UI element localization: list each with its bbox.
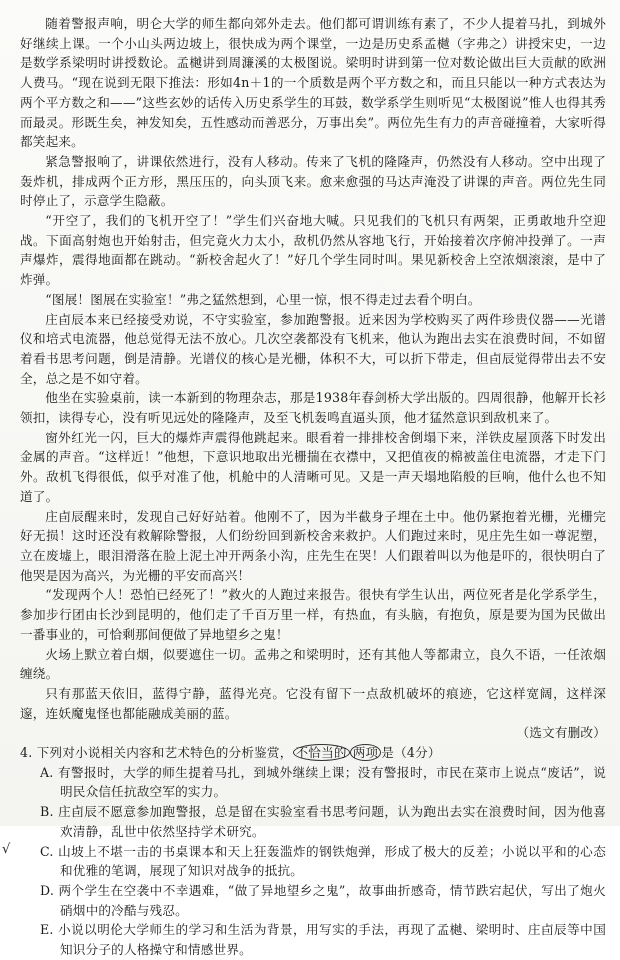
paragraph-4: “图展！图展在实验室！”弗之猛然想到，心里一惊，恨不得走过去看个明白。 bbox=[45, 291, 481, 307]
reading-passage bbox=[2, 14, 606, 960]
paragraph-9: “发现两个人！恐怕已经死了！”救火的人跑过来报告。很快有学生认出，两位死者是化学系学生，参加步行团由长沙到昆明的，他们走了千百万里一样，有热血，有头脑，有抱负，原是要为国为民做出一番事业的，可恰剩那间便做了异地望乡之鬼！ bbox=[20, 587, 606, 642]
source-note: （选文有删改） bbox=[516, 725, 606, 741]
option-e-text: 小说以明伦大学师生的学习和生活为背景，用写实的手法，再现了孟樾、梁明时、庄卣辰等中国知识分子的人格操守和情感世界。 bbox=[58, 922, 606, 958]
paragraph-7: 窗外红光一闪，巨大的爆炸声震得他跳起来。眼看着一排排校舍倒塌下来，洋铁皮屋顶落下时发出金属的声音。“这样近！”他想，下意识地取出光栅揣在衣襟中，又把值夜的棉被盖住电流器，才走下门外。敌机飞得很低，似乎对准了他，机舱中的人清晰可见。又是一声天塌地陷般的巨响，他什么也不知道了。 bbox=[20, 429, 606, 504]
paragraph-11 bbox=[20, 684, 606, 743]
question-number: 4. bbox=[20, 745, 33, 761]
option-d-label: D. bbox=[40, 882, 55, 898]
paragraph-10: 火场上默立着白烟，似要遮住一切。孟弗之和梁明时，还有其他人等都肃立，良久不语，一任浓烟缠绕。 bbox=[20, 646, 606, 682]
option-e[interactable] bbox=[20, 920, 606, 959]
paragraph-1: 随着警报声响，明仑大学的师生都向郊外走去。他们都可谓训练有素了，不少人提着马扎，到城外好继续上课。一个小山头两边坡上，很快成为两个课堂，一边是历史系孟樾（字弗之）讲授宋史，一边是数学系梁明时讲授数论。孟樾讲到周濂溪的太极图说。梁明时讲到第一位对数论做出巨大贡献的欧洲人费马。“现在说到无限下推法：形如4n＋1的一个质数是两个平方数之和，而且只能以一种方式表达为两个平方数之和——”这些玄妙的话传入历史系学生的耳鼓，数学系学生则听见“太极图说”惟人也得其秀而最灵。形既生矣，神发知矣，五性感动而善恶分，万事出矣”。两位先生有力的声音碰撞着，大家听得都笑起来。 bbox=[20, 16, 606, 150]
option-d-text: 两个学生在空袭中不幸遇难，“做了异地望乡之鬼”，故事曲折感奇，情节跌宕起伏，写出了炮火硝烟中的冷酷与残忍。 bbox=[58, 882, 606, 918]
paragraph-6: 他坐在实验桌前，读一本新到的物理杂志，那是1938年春剑桥大学出版的。四周很静，他解开长衫领扣，读得专心，没有听见远处的隆隆声，及至飞机轰鸣直逼头顶，他才猛然意识到敌机来了。 bbox=[20, 390, 606, 426]
option-d[interactable] bbox=[20, 881, 606, 920]
paragraph-2: 紧急警报响了，讲课依然进行，没有人移动。传来了飞机的隆隆声，仍然没有人移动。空中出现了轰炸机，排成两个正方形，黑压压的，向头顶飞来。愈来愈强的马达声淹没了讲课的声音。两位先生同时停止了，示意学生隐蔽。 bbox=[20, 153, 606, 209]
stem-circled-phrase: 不恰当的 bbox=[293, 744, 350, 761]
option-e-label: E. bbox=[40, 922, 54, 938]
paragraph-8: 庄卣辰醒来时，发现自己好好站着。他刚不了，因为半截身子埋在土中。他仍紧抱着光栅，光栅完好无损！这时还没有救解除警报，人们纷纷回到新校舍来救护。人们跑过来时，见庄先生如一尊泥塑，立在废墟上，眼泪滑落在脸上泥土冲开两条小沟，庄先生在哭！人们跟着叫以为他是吓的，很快明白了他哭是因为高兴，为光栅的平安而高兴！ bbox=[20, 508, 606, 583]
option-a[interactable] bbox=[20, 763, 606, 802]
stem-circled-count: 两项 bbox=[350, 744, 382, 761]
paragraph-3: “开空了，我们的飞机开空了！”学生们兴奋地大喊。只见我们的飞机只有两架，正勇敢地升空迎战。下面高射炮也开始射击，但完竟火力太小，敌机仍然从容地飞行，开始接着次序俯冲投弹了。一声声爆炸，震得地面都在跳动。“新校舍起火了！”好几个学生同时叫。果见新校舍上空浓烟滚滚，是中了炸弹。 bbox=[20, 213, 606, 288]
option-a-label: A. bbox=[40, 764, 54, 780]
option-b-label: B. bbox=[40, 804, 54, 820]
question-4 bbox=[20, 743, 606, 763]
paragraph-11-text: 只有那蓝天依旧，蓝得宁静，蓝得光亮。它没有留下一点敌机破坏的痕迹，它这样宽阔，这样深邃，连妖魔鬼怪也都能融成美丽的蓝。 bbox=[20, 685, 606, 721]
question-stem: 下列对小说相关内容和艺术特色的分析鉴赏， bbox=[36, 745, 293, 761]
stem-end: 是（4分） bbox=[381, 745, 441, 761]
option-c[interactable]: √ C. 山坡上不堪一击的书桌课本和天上狂轰滥炸的钢铁炮弹，形成了极大的反差；小说以平和的心态和优雅的笔调，展现了知识对战争的抵抗。 bbox=[2, 841, 606, 879]
option-a-text: 有警报时，大学的师生提着马扎，到城外继续上课；没有警报时，市民在菜市上说点“废话”，说明民众信任抗敌空军的实力。 bbox=[57, 764, 606, 800]
option-b-text: 庄卣辰不愿意参加跑警报，总是留在实验室看书思考问题，认为跑出去实在浪费时间，因为他喜欢清静，乱世中依然坚持学术研究。 bbox=[58, 804, 606, 839]
option-c-label: C. bbox=[40, 843, 54, 859]
option-c-text: 山坡上不堪一击的书桌课本和天上狂轰滥炸的钢铁炮弹，形成了极大的反差；小说以平和的心态和优雅的笔调，展现了知识对战争的抵抗。 bbox=[58, 843, 606, 879]
paragraph-5: 庄卣辰本来已经接受劝说，不守实验室，参加跑警报。近来因为学校购买了两件珍贵仪器——光谱仪和培式电流器，他总觉得无法不放心。几次空袭都没有飞机来，他认为跑出去实在浪费时间，不如留着看书思考问题，倒是清静。光谱仪的核心是光栅，体积不大，可以折下带走，但卣辰觉得带出去不安全，总之是不如守着。 bbox=[20, 311, 606, 386]
option-b[interactable] bbox=[20, 802, 606, 841]
